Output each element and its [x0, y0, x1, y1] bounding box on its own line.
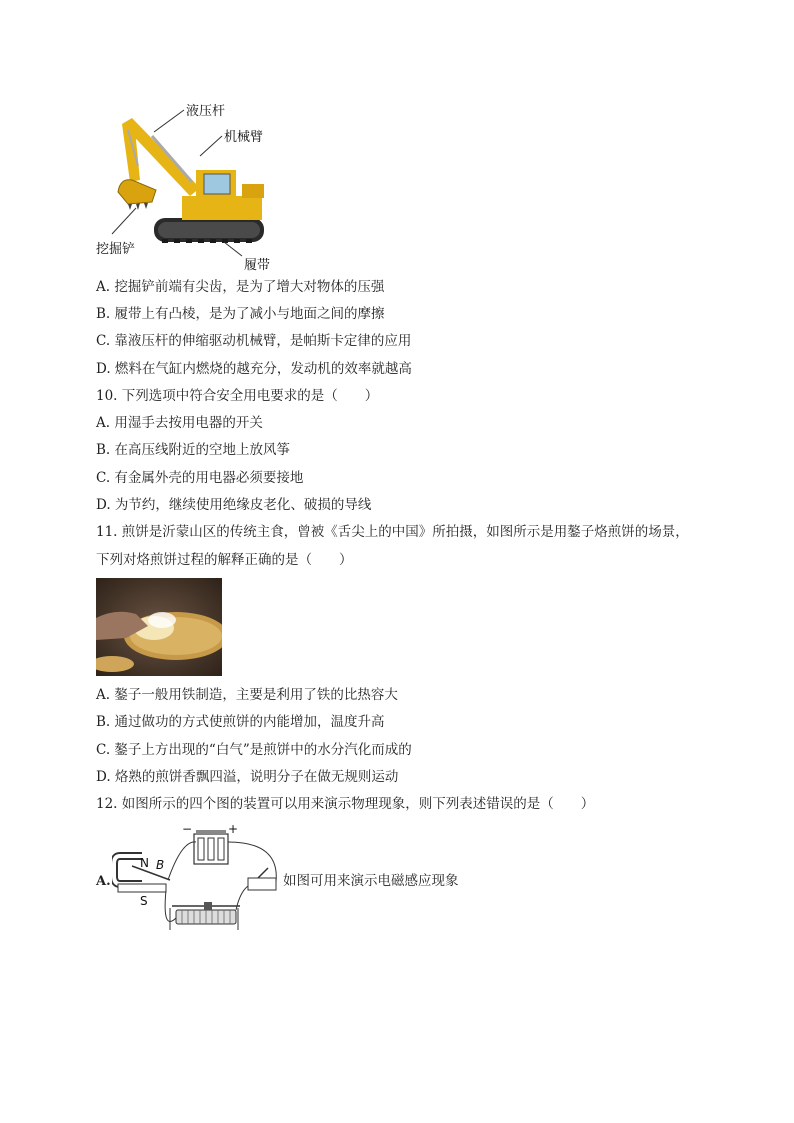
q9-option-d: D. 燃料在气缸内燃烧的越充分，发动机的效率就越高	[96, 361, 412, 377]
q12-option-a-letter: A.	[96, 874, 111, 889]
q9-option-b: B. 履带上有凸棱，是为了减小与地面之间的摩擦	[96, 306, 385, 322]
q11-option-d: D. 烙熟的煎饼香飘四溢，说明分子在做无规则运动	[96, 769, 399, 785]
q12-option-a-text: 如图可用来演示电磁感应现象	[283, 873, 459, 889]
electromagnetic-circuit-figure	[112, 822, 284, 942]
q10-option-b: B. 在高压线附近的空地上放风筝	[96, 442, 291, 458]
pancake-photo	[96, 578, 222, 676]
q10-option-c: C. 有金属外壳的用电器必须要接地	[96, 470, 304, 486]
label-bucket: 挖掘铲	[96, 242, 136, 257]
label-mechanical-arm: 机械臂	[224, 130, 264, 145]
q9-option-c: C. 靠液压杆的伸缩驱动机械臂，是帕斯卡定律的应用	[96, 333, 412, 349]
q11-stem-line1: 11. 煎饼是沂蒙山区的传统主食，曾被《舌尖上的中国》所拍摄，如图所示是用鏊子烙煎饼的场景，	[96, 524, 689, 540]
label-minus: −	[182, 822, 193, 836]
q11-option-c: C. 鏊子上方出现的“白气”是煎饼中的水分汽化而成的	[96, 742, 412, 758]
label-field-b: B	[156, 858, 165, 872]
label-north: N	[140, 856, 149, 870]
q9-option-a: A. 挖掘铲前端有尖齿，是为了增大对物体的压强	[96, 279, 385, 295]
q10-stem: 10. 下列选项中符合安全用电要求的是（ ）	[96, 388, 379, 404]
label-plus: +	[228, 822, 239, 836]
q11-option-b: B. 通过做功的方式使煎饼的内能增加，温度升高	[96, 714, 385, 730]
label-track: 履带	[244, 258, 271, 273]
q10-option-a: A. 用湿手去按用电器的开关	[96, 415, 263, 431]
q12-stem: 12. 如图所示的四个图的装置可以用来演示物理现象，则下列表述错误的是（ ）	[96, 796, 595, 812]
label-south: S	[140, 894, 148, 908]
q10-option-d: D. 为节约，继续使用绝缘皮老化、破损的导线	[96, 497, 372, 513]
excavator-figure	[92, 96, 292, 272]
q11-stem-line2: 下列对烙煎饼过程的解释正确的是（ ）	[96, 552, 353, 568]
q11-option-a: A. 鏊子一般用铁制造，主要是利用了铁的比热容大	[96, 687, 398, 703]
label-hydraulic-rod: 液压杆	[186, 104, 226, 119]
